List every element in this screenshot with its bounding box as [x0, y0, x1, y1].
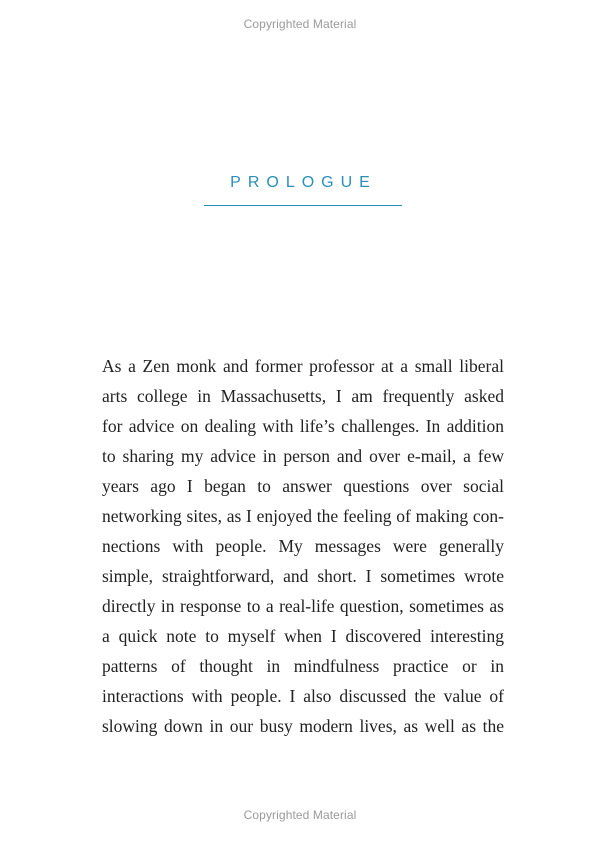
- text-line: directly in response to a real-life question, sometimes as: [102, 596, 504, 616]
- text-line: arts college in Massachusetts, I am frequently asked: [102, 386, 504, 406]
- copyright-watermark-top: Copyrighted Material: [243, 17, 357, 31]
- body-paragraph: [102, 351, 504, 741]
- text-line: years ago I began to answer questions over social: [102, 476, 504, 496]
- title-underline: [204, 205, 402, 206]
- text-line: simple, straightforward, and short. I sometimes wrote: [102, 566, 504, 586]
- text-line: patterns of thought in mindfulness practice or in: [102, 656, 504, 676]
- text-line: interactions with people. I also discussed the value of: [102, 686, 504, 706]
- text-line: for advice on dealing with life’s challenges. In addition: [102, 416, 504, 436]
- text-line: slowing down in our busy modern lives, as well as the: [102, 716, 504, 736]
- text-line: networking sites, as I enjoyed the feeling of making con-: [102, 506, 504, 526]
- copyright-watermark-bottom: Copyrighted Material: [243, 808, 357, 822]
- text-line: As a Zen monk and former professor at a small liberal: [102, 356, 504, 376]
- text-line: a quick note to myself when I discovered interesting: [102, 626, 504, 646]
- text-line: to sharing my advice in person and over e-mail, a few: [102, 446, 504, 466]
- chapter-title: PROLOGUE: [230, 174, 377, 191]
- text-line: nections with people. My messages were generally: [102, 536, 504, 556]
